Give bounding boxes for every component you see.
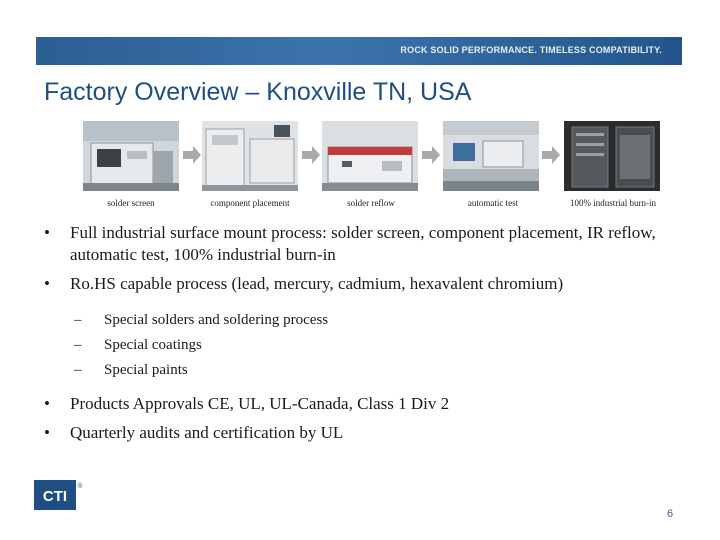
bullet-text: Ro.HS capable process (lead, mercury, cadmium, hexavalent chromium) xyxy=(70,274,564,293)
page-number: 6 xyxy=(667,508,674,520)
caption-automatic-test: automatic test xyxy=(467,198,519,208)
bullet-text: Full industrial surface mount process: solder screen, component placement, IR reflow, automatic test, 100% industrial burn-in xyxy=(70,223,656,264)
logo-registered-mark: ® xyxy=(77,483,83,490)
bullet-dot: • xyxy=(44,274,50,293)
bullet-item xyxy=(44,393,684,415)
bullet-text: Products Approvals CE, UL, UL-Canada, Class 1 Div 2 xyxy=(70,394,450,413)
bullet-dot: • xyxy=(44,223,50,242)
bullet-item xyxy=(44,222,684,266)
photo-component-placement xyxy=(202,121,298,191)
caption-burn-in: 100% industrial burn-in xyxy=(570,198,656,208)
cti-logo xyxy=(34,480,84,510)
caption-solder-reflow: solder reflow xyxy=(347,198,395,208)
sub-bullet-text: Special solders and soldering process xyxy=(104,312,329,328)
caption-component-placement: component placement xyxy=(210,198,290,208)
bullet-text: Quarterly audits and certification by UL xyxy=(70,423,344,442)
photo-solder-reflow xyxy=(322,121,418,191)
sub-bullet-text: Special paints xyxy=(104,362,188,378)
arrow-1 xyxy=(183,146,201,164)
logo-text: CTI xyxy=(42,488,68,505)
bullet-list xyxy=(44,222,684,451)
header-banner xyxy=(36,37,682,65)
sub-bullet-text: Special coatings xyxy=(104,337,202,353)
sub-bullet-dash: – xyxy=(74,362,82,378)
bullet-dot: • xyxy=(44,394,50,413)
arrow-4 xyxy=(542,146,560,164)
sub-bullet-dash: – xyxy=(74,337,82,353)
bullet-item xyxy=(44,273,684,295)
arrow-2 xyxy=(302,146,320,164)
caption-solder-screen: solder screen xyxy=(107,198,155,208)
bullet-dot: • xyxy=(44,423,50,442)
sub-bullet-item xyxy=(44,360,684,380)
banner-tagline: ROCK SOLID PERFORMANCE. TIMELESS COMPATIBILITY. xyxy=(400,45,662,55)
photo-solder-screen xyxy=(83,121,179,191)
bullet-item xyxy=(44,422,684,444)
arrow-3 xyxy=(422,146,440,164)
sub-bullet-item xyxy=(44,310,684,330)
sub-bullet-item xyxy=(44,335,684,355)
photo-burn-in xyxy=(564,121,660,191)
slide-title: Factory Overview – Knoxville TN, USA xyxy=(44,78,472,106)
sub-bullet-dash: – xyxy=(74,312,82,328)
photo-automatic-test xyxy=(443,121,539,191)
